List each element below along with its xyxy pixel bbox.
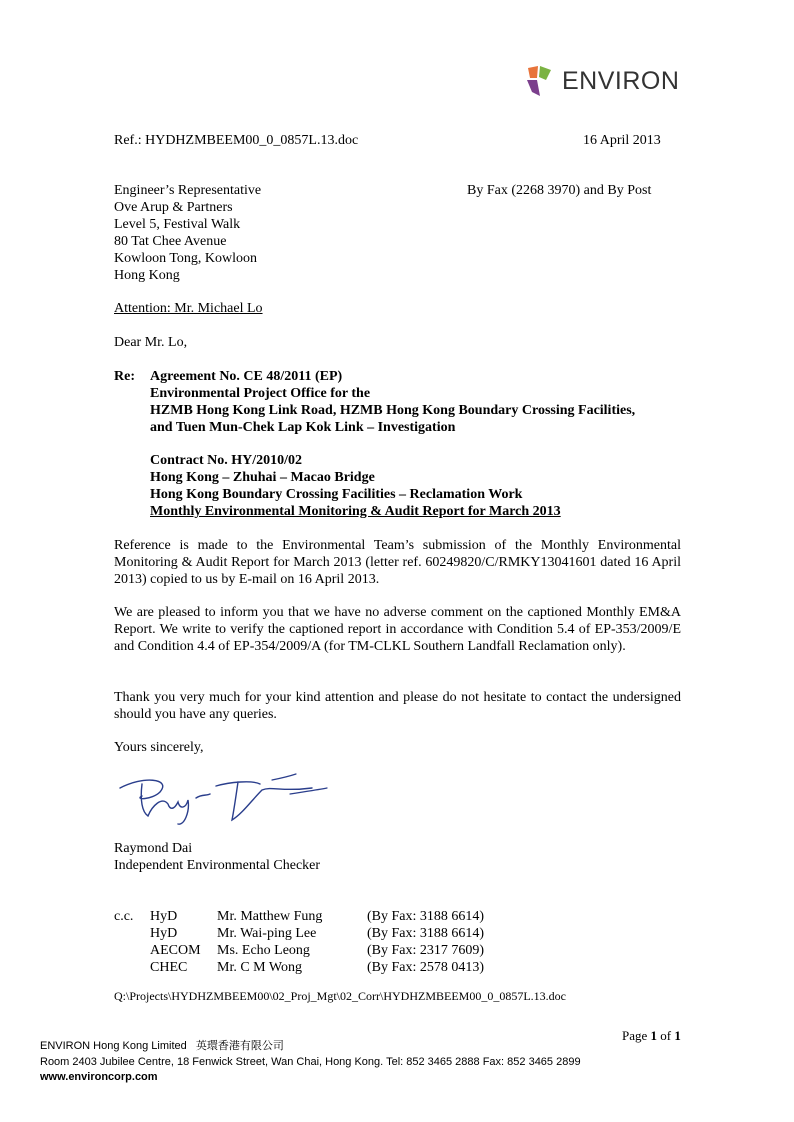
cc-fax: (By Fax: 3188 6614): [367, 926, 485, 941]
subject-block: [150, 368, 635, 436]
cc-org: HyD: [150, 926, 178, 941]
cc-name: Mr. Matthew Fung: [217, 909, 323, 924]
contract-line: Hong Kong – Zhuhai – Macao Bridge: [150, 470, 375, 485]
environ-logo-icon: [524, 64, 554, 98]
logo-wordmark: ENVIRON: [562, 66, 680, 95]
address-line: Ove Arup & Partners: [114, 200, 233, 215]
contract-line: Contract No. HY/2010/02: [150, 453, 303, 468]
page-total: 1: [674, 1028, 681, 1043]
subject-line: Agreement No. CE 48/2011 (EP): [150, 369, 343, 384]
cc-org: AECOM: [150, 943, 201, 958]
address-line: Engineer’s Representative: [114, 183, 262, 198]
body-paragraph-2: We are pleased to inform you that we have no adverse comment on the captioned Monthly EM&A Report. We write to verify the captioned report in accordance with Condition 5.4 of EP-353/2009/E and Condition 4.4 of EP-354/2009/A (for TM-CLKL Southern Landfall Reclamation only).: [114, 605, 681, 654]
cc-org-column: [150, 908, 201, 976]
closing: Yours sincerely,: [114, 740, 204, 755]
cc-name: Mr. Wai-ping Lee: [217, 926, 317, 941]
delivery-method: By Fax (2268 3970) and By Post: [467, 183, 652, 198]
footer-address: Room 2403 Jubilee Centre, 18 Fenwick Street, Wan Chai, Hong Kong. Tel: 852 3465 2888 Fax: 852 3465 2899: [40, 1056, 581, 1068]
letter-date: 16 April 2013: [583, 133, 661, 148]
cc-name: Mr. C M Wong: [217, 960, 302, 975]
address-line: Kowloon Tong, Kowloon: [114, 251, 258, 266]
page-number: Page 1 of 1: [622, 1028, 681, 1043]
contract-block: [150, 452, 561, 520]
cc-label: c.c.: [114, 909, 134, 924]
attention-line: Attention: Mr. Michael Lo: [114, 301, 263, 316]
recipient-address: [114, 182, 261, 284]
body-paragraph-1: Reference is made to the Environmental Team’s submission of the Monthly Environmental Monitoring & Audit Report for March 2013 (letter ref. 60249820/C/RMKY13041601 dated 16 April 2013) copied to us by E-mail on 16 April 2013.: [114, 538, 681, 587]
address-line: Hong Kong: [114, 268, 180, 283]
subject-line: and Tuen Mun-Chek Lap Kok Link – Investigation: [150, 420, 456, 435]
address-line: Level 5, Festival Walk: [114, 217, 241, 232]
cc-fax: (By Fax: 2317 7609): [367, 943, 485, 958]
re-label: Re:: [114, 369, 135, 384]
footer-website[interactable]: www.environcorp.com: [40, 1071, 158, 1083]
file-path: Q:\Projects\HYDHZMBEEM00\02_Proj_Mgt\02_Corr\HYDHZMBEEM00_0_0857L.13.doc: [114, 989, 566, 1003]
cc-org: CHEC: [150, 960, 188, 975]
handwritten-signature: [112, 770, 332, 832]
reference-number: Ref.: HYDHZMBEEM00_0_0857L.13.doc: [114, 133, 359, 148]
cc-fax: (By Fax: 2578 0413): [367, 960, 485, 975]
footer-company: [40, 1039, 284, 1053]
report-title: Monthly Environmental Monitoring & Audit Report for March 2013: [150, 504, 561, 519]
environ-logo: [524, 64, 679, 98]
cc-name-column: [217, 908, 322, 976]
cc-org: HyD: [150, 909, 178, 924]
subject-line: Environmental Project Office for the: [150, 386, 371, 401]
body-paragraph-3: Thank you very much for your kind attention and please do not hesitate to contact the undersigned should you have any queries.: [114, 690, 681, 722]
address-line: 80 Tat Chee Avenue: [114, 234, 227, 249]
signer-name: Raymond Dai: [114, 841, 193, 856]
cc-fax-column: [367, 908, 484, 976]
footer-company-name: ENVIRON Hong Kong Limited: [40, 1040, 187, 1052]
salutation: Dear Mr. Lo,: [114, 335, 188, 350]
page-current: 1: [650, 1028, 658, 1043]
signer-title: Independent Environmental Checker: [114, 858, 321, 873]
footer-company-cn: 英環香港有限公司: [195, 1040, 284, 1052]
subject-line: HZMB Hong Kong Link Road, HZMB Hong Kong Boundary Crossing Facilities,: [150, 403, 636, 418]
cc-name: Ms. Echo Leong: [217, 943, 310, 958]
contract-line: Hong Kong Boundary Crossing Facilities – Reclamation Work: [150, 487, 523, 502]
cc-fax: (By Fax: 3188 6614): [367, 909, 485, 924]
